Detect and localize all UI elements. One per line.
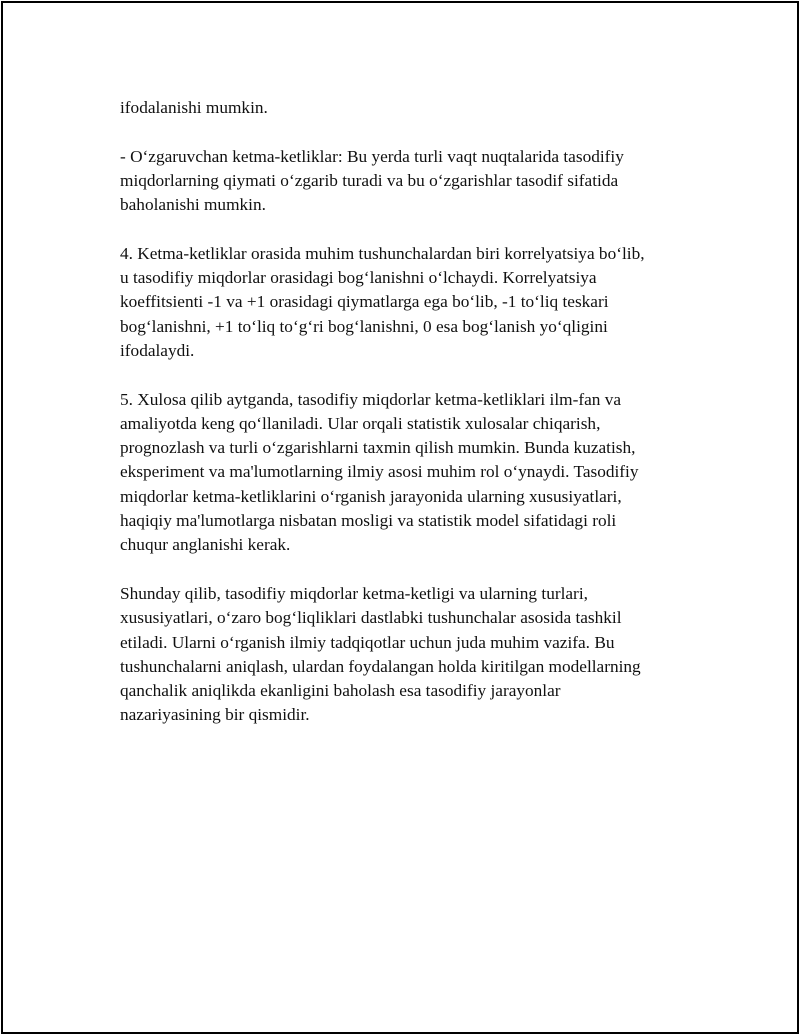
paragraph-correlation: 4. Ketma-ketliklar orasida muhim tushunchalardan biri korrelyatsiya bo‘lib, u tasodifiy miqdorlar orasidagi bog‘lanishni o‘lchaydi. Korrelyatsiya koeffitsienti -1 va +1 orasidagi qiymatlarga ega bo‘lib, -1 to‘liq teskari bog‘lanishni, +1 to‘liq to‘g‘ri bog‘lanishni, 0 esa bog‘lanish yo‘qligini ifodalaydi. [120, 243, 645, 360]
document-body [120, 96, 700, 752]
paragraph-summary: Shunday qilib, tasodifiy miqdorlar ketma-ketligi va ularning turlari, xususiyatlari, o‘zaro bog‘liqliklari dastlabki tushunchalar asosida tashkil etiladi. Ularni o‘rganish ilmiy tadqiqotlar uchun juda muhim vazifa. Bu tushunchalarni aniqlash, ulardan foydalangan holda kiritilgan modellarning qanchalik aniqlikda ekanligini baholash esa tasodifiy jarayonlar nazariyasining bir qismidir. [120, 583, 641, 725]
paragraph-conclusion: 5. Xulosa qilib aytganda, tasodifiy miqdorlar ketma-ketliklari ilm-fan va amaliyotda keng qo‘llaniladi. Ular orqali statistik xulosalar chiqarish, prognozlash va turli o‘zgarishlarni taxmin qilish mumkin. Bunda kuzatish, eksperiment va ma'lumotlarning ilmiy asosi muhim rol o‘ynaydi. Tasodifiy miqdorlar ketma-ketliklarini o‘rganish jarayonida ularning xususiyatlari, haqiqiy ma'lumotlarga nisbatan mosligi va statistik model sifatidagi roli chuqur anglanishi kerak. [120, 389, 639, 555]
paragraph-variable-sequences: - O‘zgaruvchan ketma-ketliklar: Bu yerda turli vaqt nuqtalarida tasodifiy miqdorlarning qiymati o‘zgarib turadi va bu o‘zgarishlar tasodif sifatida baholanishi mumkin. [120, 146, 624, 215]
document-page [1, 1, 799, 1034]
paragraph-continuation: ifodalanishi mumkin. [120, 98, 268, 117]
